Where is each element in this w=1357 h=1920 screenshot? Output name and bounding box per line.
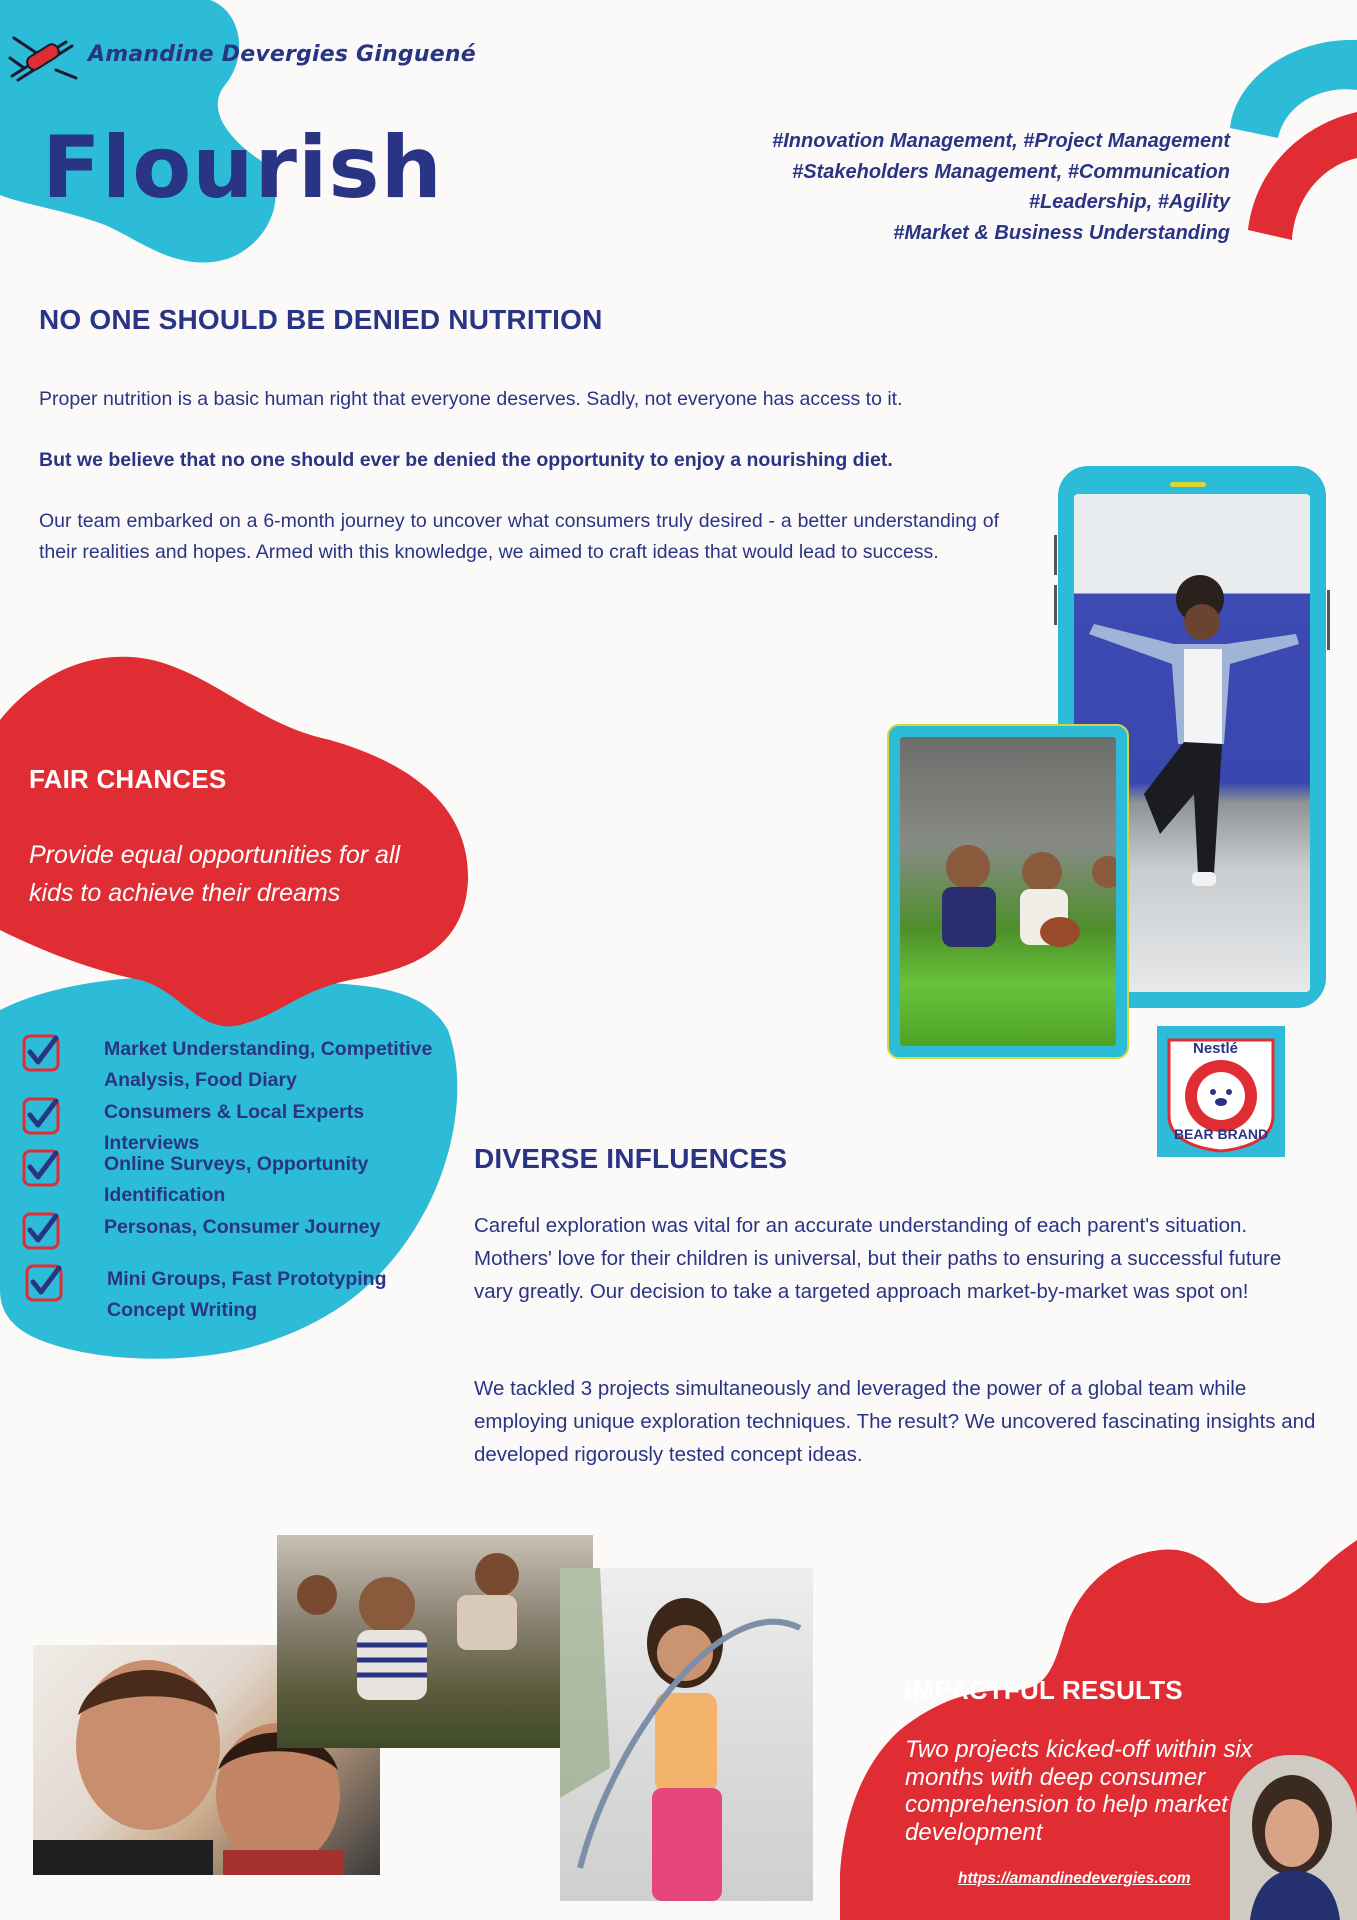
checklist-item: [22, 1149, 452, 1211]
author-name: Amandine Devergies Ginguené: [88, 42, 476, 67]
photo-kids-playing: [277, 1535, 593, 1748]
checklist-item: [22, 1034, 452, 1096]
page-title: Flourish: [42, 118, 443, 218]
photo-girl-hula-hoop: [560, 1568, 813, 1901]
checklist-item: [22, 1212, 452, 1250]
hashtag-line: #Stakeholders Management, #Communication: [792, 160, 1230, 183]
phone-notch: [1170, 482, 1206, 487]
checkbox-checked-icon: [25, 1264, 63, 1302]
checklist-item: [25, 1264, 455, 1326]
fair-chances-blobs: [0, 650, 470, 1370]
diverse-paragraph: Careful exploration was vital for an accurate understanding of each parent's situation. Mothers' love for their children is universal, but their paths to ensuring a successful future vary greatly. Our decision to take a targeted approach market-by-market was spot on!: [474, 1214, 1282, 1303]
checkbox-checked-icon: [22, 1212, 60, 1250]
kids-figures: [900, 737, 1116, 1046]
diverse-results-paragraph: We tackled 3 projects simultaneously and leveraged the power of a global team while employing unique exploration techniques. The result? We uncovered fascinating insights and developed rigorously tested concept ideas.: [474, 1377, 1316, 1466]
phone-side-button: [1327, 590, 1330, 650]
fair-chances-heading: FAIR CHANCES: [29, 764, 227, 794]
checkbox-checked-icon: [22, 1097, 60, 1135]
checklist-label: Mini Groups, Fast Prototyping Concept Writing: [107, 1268, 387, 1321]
nestle-bear-brand-logo: [1157, 1026, 1285, 1157]
hashtag-line: #Leadership, #Agility: [1028, 191, 1230, 213]
phone-side-button: [1054, 585, 1057, 625]
results-text: Two projects kicked-off within six months with deep consumer comprehension to help market development: [905, 1736, 1253, 1846]
intro-journey-paragraph: Our team embarked on a 6-month journey to uncover what consumers truly desired - a better understanding of their realities and hopes. Armed with this knowledge, we aimed to craft ideas that would lead to success.: [39, 510, 999, 563]
portfolio-link[interactable]: https://amandinedevergies.com: [958, 1870, 1191, 1887]
tablet-mockup: [887, 724, 1129, 1059]
tablet-photo-kids-in-grass: [900, 737, 1116, 1046]
checklist-label: Online Surveys, Opportunity Identification: [104, 1153, 369, 1206]
intro-paragraph: Proper nutrition is a basic human right that everyone deserves. Sadly, not everyone has access to it.: [39, 388, 903, 410]
nestle-logo-text: Nestlé: [1193, 1040, 1239, 1057]
checklist-label: Consumers & Local Experts Interviews: [104, 1101, 365, 1154]
swiss-knife-logo-icon: [4, 28, 84, 88]
hashtag-line: #Market & Business Understanding: [893, 221, 1230, 244]
author-portrait: [1230, 1755, 1357, 1920]
checklist-label: Market Understanding, Competitive Analysis, Food Diary: [104, 1038, 433, 1091]
hashtag-line: #Innovation Management, #Project Management: [772, 130, 1230, 152]
intro-heading: NO ONE SHOULD BE DENIED NUTRITION: [39, 304, 603, 335]
hashtags: [772, 126, 1230, 248]
results-heading: IMPACTFUL RESULTS: [905, 1675, 1183, 1705]
checkbox-checked-icon: [22, 1034, 60, 1072]
diverse-heading: DIVERSE INFLUENCES: [474, 1143, 788, 1174]
checkbox-checked-icon: [22, 1149, 60, 1187]
intro-bold-paragraph: But we believe that no one should ever be denied the opportunity to enjoy a nourishing diet.: [39, 449, 893, 471]
checklist-label: Personas, Consumer Journey: [104, 1216, 381, 1238]
bear-brand-logo-text: BEAR BRAND: [1173, 1126, 1269, 1142]
phone-side-button: [1054, 535, 1057, 575]
fair-chances-text: Provide equal opportunities for all kids to achieve their dreams: [29, 841, 401, 907]
